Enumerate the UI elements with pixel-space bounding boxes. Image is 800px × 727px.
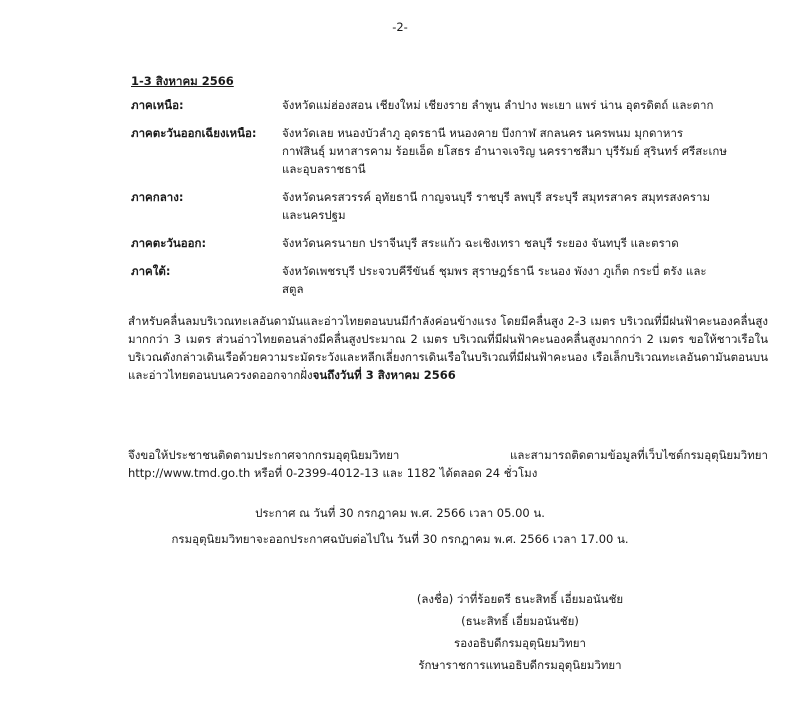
region-provinces: จังหวัดเพชรบุรี ประจวบคีรีขันธ์ ชุมพร สุราษฎร์ธานี ระนอง พังงา ภูเก็ต กระบี่ ตรัง และสตูล xyxy=(282,264,707,296)
signature-position-line: รองอธิบดีกรมอุตุนิยมวิทยา xyxy=(454,636,586,650)
signature-signed-line: (ลงชื่อ) ว่าที่ร้อยตรี ธนะสิทธิ์ เอี่ยมอนันชัย xyxy=(416,592,624,606)
sea-conditions-text: สำหรับคลื่นลมบริเวณทะเลอันดามันและอ่าวไทยตอนบนมีกำลังค่อนข้างแรง โดยมีคลื่นสูง 2-3 เมตร บริเวณที่มีฝนฟ้าคะนองคลื่นสูงมากกว่า 3 เมตร ส่วนอ่าวไทยตอนล่างมีคลื่นสูงประมาณ 2 เมตร บริเวณที่มีฝนฟ้าคะนองคลื่นสูงมากกว่า 2 เมตร ขอให้ชาวเรือในบริเวณดังกล่าวเดินเรือด้วยความระมัดระวังและหลีกเลี่ยงการเดินเรือในบริเวณที่มีฝนฟ้าคะนอง เรือเล็กบริเวณทะเลอันดามันตอนบนและอ่าวไทยตอนบนควรงดออกจากฝั่ง xyxy=(128,314,768,382)
next-announcement-line: กรมอุตุนิยมวิทยาจะออกประกาศฉบับต่อไปใน วันที่ 30 กรกฎาคม พ.ศ. 2566 เวลา 17.00 น. xyxy=(171,532,629,546)
region-label: ภาคตะวันออกเฉียงเหนือ: xyxy=(131,126,257,140)
region-label: ภาคตะวันออก: xyxy=(131,236,207,250)
contact-paragraph: จึงขอให้ประชาชนติดตามประกาศจากกรมอุตุนิยมวิทยา และสามารถติดตามข้อมูลที่เว็บไซต์กรมอุตุนิยมวิทยา http://www.tmd.go.th หรือที่ 0-2399-4012-13 และ 1182 ได้ตลอด 24 ชั่วโมง xyxy=(128,448,768,480)
page-number: -2- xyxy=(392,20,408,34)
region-row-central xyxy=(131,188,731,224)
region-provinces: จังหวัดนครนายก ปราจีนบุรี สระแก้ว ฉะเชิงเทรา ชลบุรี ระยอง จันทบุรี และตราด xyxy=(282,236,679,250)
region-provinces: จังหวัดแม่ฮ่องสอน เชียงใหม่ เชียงราย ลำพูน ลำปาง พะเยา แพร่ น่าน อุตรดิตถ์ และตาก xyxy=(282,98,714,112)
region-label: ภาคกลาง: xyxy=(131,190,184,204)
region-provinces: จังหวัดเลย หนองบัวลำภู อุดรธานี หนองคาย บึงกาฬ สกลนคร นครพนม มุกดาหาร กาฬสินธุ์ มหาสารคาม ร้อยเอ็ด ยโสธร อำนาจเจริญ นครราชสีมา บุรีรัมย์ สุรินทร์ ศรีสะเกษ และอุบลราชธานี xyxy=(282,126,727,176)
announced-at-line: ประกาศ ณ วันที่ 30 กรกฎาคม พ.ศ. 2566 เวลา 05.00 น. xyxy=(255,506,545,520)
signature-acting-line: รักษาราชการแทนอธิบดีกรมอุตุนิยมวิทยา xyxy=(418,658,622,672)
region-label: ภาคเหนือ: xyxy=(131,98,184,112)
region-label: ภาคใต้: xyxy=(131,264,171,278)
sea-conditions-paragraph xyxy=(86,312,768,384)
region-row-south xyxy=(131,262,731,298)
forecast-date-heading: 1-3 สิงหาคม 2566 xyxy=(131,74,234,88)
region-row-north xyxy=(131,96,731,114)
sea-conditions-end-date: จนถึงวันที่ 3 สิงหาคม 2566 xyxy=(312,368,456,382)
region-row-east xyxy=(131,234,731,252)
region-provinces: จังหวัดนครสวรรค์ อุทัยธานี กาญจนบุรี ราชบุรี ลพบุรี สระบุรี สมุทรสาคร สมุทรสงคราม และนครปฐม xyxy=(282,190,711,222)
signature-name-line: (ธนะสิทธิ์ เอี่ยมอนันชัย) xyxy=(461,614,579,628)
region-row-northeast xyxy=(131,124,731,178)
